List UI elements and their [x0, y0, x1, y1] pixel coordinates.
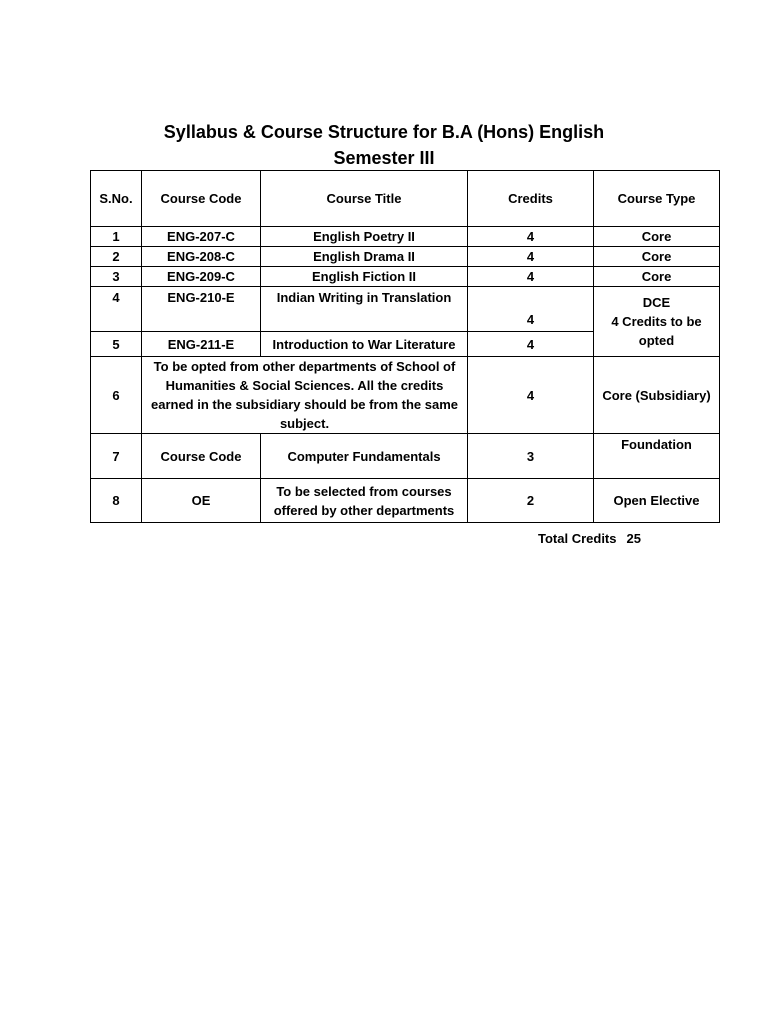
header-credits: Credits [468, 171, 594, 227]
cell-course-type: Open Elective [594, 479, 720, 523]
cell-course-code: ENG-207-C [142, 227, 261, 247]
cell-course-type: Core (Subsidiary) [594, 357, 720, 434]
table-row [91, 247, 720, 267]
table-row [91, 479, 720, 523]
cell-course-type-dce [594, 287, 720, 357]
header-course-type: Course Type [594, 171, 720, 227]
table-row [91, 357, 720, 434]
page-title: Syllabus & Course Structure for B.A (Hons) English [163, 122, 605, 142]
cell-sno: 8 [91, 479, 142, 523]
header-course-code: Course Code [142, 171, 261, 227]
cell-credits: 4 [468, 287, 594, 332]
cell-course-type [594, 434, 720, 479]
header-sno: S.No. [91, 171, 142, 227]
cell-sno: 4 [91, 287, 142, 332]
cell-course-code: ENG-208-C [142, 247, 261, 267]
cell-course-type: Core [594, 247, 720, 267]
dce-label: DCE 4 Credits to be opted [611, 295, 702, 348]
total-credits-label: Total Credits [538, 531, 617, 546]
cell-course-type: Core [594, 227, 720, 247]
cell-course-code: Course Code [142, 434, 261, 479]
cell-credits: 4 [468, 332, 594, 357]
cell-course-code: ENG-210-E [142, 287, 261, 332]
table-row [91, 227, 720, 247]
cell-sno: 2 [91, 247, 142, 267]
table-row [91, 287, 720, 332]
cell-credits: 2 [468, 479, 594, 523]
header-course-title: Course Title [261, 171, 468, 227]
cell-credits: 4 [468, 267, 594, 287]
page-subtitle: Semester III [333, 148, 435, 168]
cell-sno: 3 [91, 267, 142, 287]
foundation-label: Foundation [621, 437, 692, 452]
cell-course-title: English Fiction II [261, 267, 468, 287]
cell-course-title: To be selected from courses offered by other departments [261, 479, 468, 523]
course-structure-table [90, 170, 720, 523]
cell-course-type: Core [594, 267, 720, 287]
cell-credits: 4 [468, 227, 594, 247]
cell-credits: 3 [468, 434, 594, 479]
cell-course-code: ENG-211-E [142, 332, 261, 357]
cell-course-title: Introduction to War Literature [261, 332, 468, 357]
cell-credits: 4 [468, 247, 594, 267]
table-row [91, 434, 720, 479]
cell-course-title: English Drama II [261, 247, 468, 267]
cell-course-code: ENG-209-C [142, 267, 261, 287]
cell-course-code: OE [142, 479, 261, 523]
table-header-row [91, 171, 720, 227]
total-credits [538, 530, 641, 548]
cell-credits: 4 [468, 357, 594, 434]
cell-course-title: Computer Fundamentals [261, 434, 468, 479]
cell-course-title: Indian Writing in Translation [261, 287, 468, 332]
total-credits-value: 25 [626, 531, 641, 546]
table-row [91, 267, 720, 287]
cell-sno: 1 [91, 227, 142, 247]
cell-sno: 5 [91, 332, 142, 357]
cell-course-title: To be opted from other departments of School of Humanities & Social Sciences. All the credits earned in the subsidiary should be from the same subject. [142, 357, 468, 434]
cell-sno: 7 [91, 434, 142, 479]
cell-course-title: English Poetry II [261, 227, 468, 247]
cell-sno: 6 [91, 357, 142, 434]
